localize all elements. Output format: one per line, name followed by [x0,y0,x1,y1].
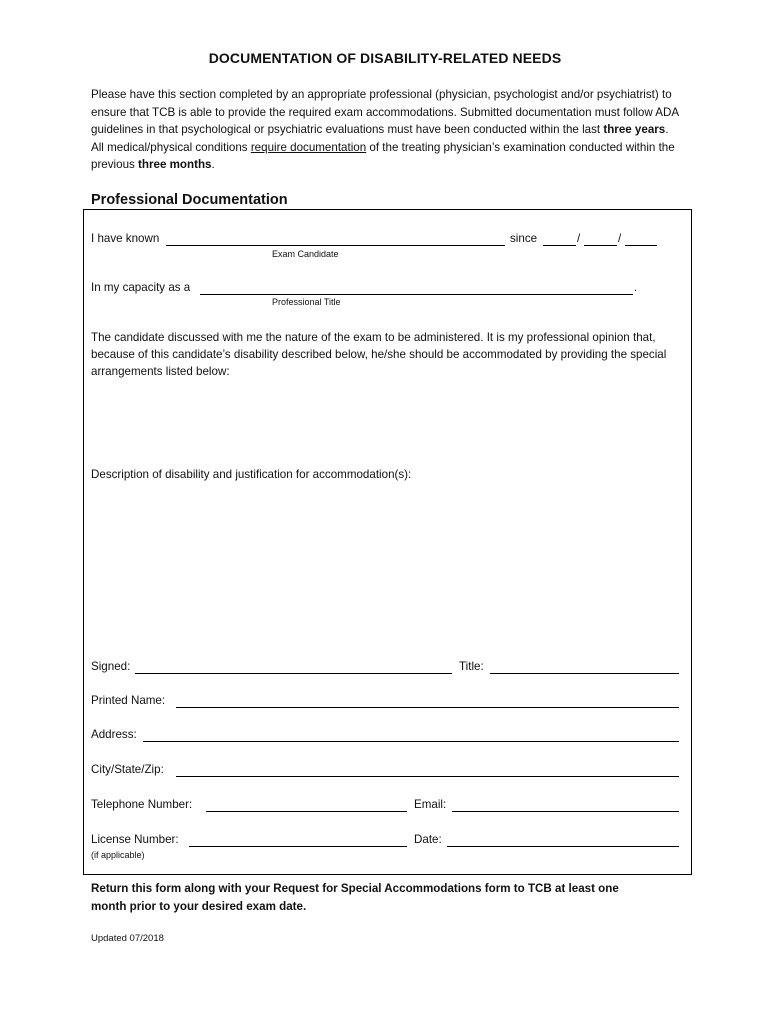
return-note: Return this form along with your Request for Special Accommodations form to TCB at least one month prior to your desired exam date. [91,882,619,913]
known-label: I have known [91,232,160,245]
date-slash: / [577,232,581,245]
printed-name-field[interactable] [176,707,679,708]
page-title: DOCUMENTATION OF DISABILITY-RELATED NEEDS [208,50,562,66]
capacity-label: In my capacity as a [91,281,191,294]
since-label: since [510,232,538,245]
license-note: (if applicable) [91,850,145,860]
address-field[interactable] [143,741,679,742]
updated-date: Updated 07/2018 [91,933,164,944]
professional-statement: The candidate discussed with me the nature of the exam to be administered. It is my professional opinion that, because of this candidate’s disability described below, he/she should be accommodated by providing the special arrangements listed below: [91,331,667,378]
date-slash: / [618,232,622,245]
date-field[interactable] [447,846,679,847]
email-label: Email: [414,798,447,811]
professional-title-caption: Professional Title [272,297,341,307]
title-label: Title: [459,660,484,673]
date-label: Date: [414,833,442,846]
professional-title-field[interactable] [200,294,633,295]
since-day-field[interactable] [584,245,617,246]
telephone-field[interactable] [206,811,407,812]
signed-label: Signed: [91,660,131,673]
city-state-zip-label: City/State/Zip: [91,763,164,776]
telephone-label: Telephone Number: [91,798,193,811]
intro-paragraph: Please have this section completed by an appropriate professional (physician, psychologist and/or psychiatrist) to ensure that TCB is able to provide the required exam accommodations. Submitted documentation must follow ADA guidelines in that psychological or psychiatric evaluations must have been conducted within the last three years. All medical/physical conditions require documentation of the treating physician’s examination conducted within the previous three months. [91,88,679,172]
license-number-label: License Number: [91,833,179,846]
exam-candidate-caption: Exam Candidate [272,249,339,259]
since-year-field[interactable] [625,245,657,246]
since-month-field[interactable] [543,245,576,246]
printed-name-label: Printed Name: [91,694,166,707]
email-field[interactable] [452,811,679,812]
address-label: Address: [91,728,137,741]
description-label: Description of disability and justification for accommodation(s): [91,468,412,481]
section-title: Professional Documentation [91,192,288,208]
signature-field[interactable] [135,673,452,674]
city-state-zip-field[interactable] [176,776,679,777]
exam-candidate-field[interactable] [166,245,505,246]
capacity-end: . [634,281,638,294]
license-number-field[interactable] [189,846,407,847]
title-field[interactable] [490,673,679,674]
